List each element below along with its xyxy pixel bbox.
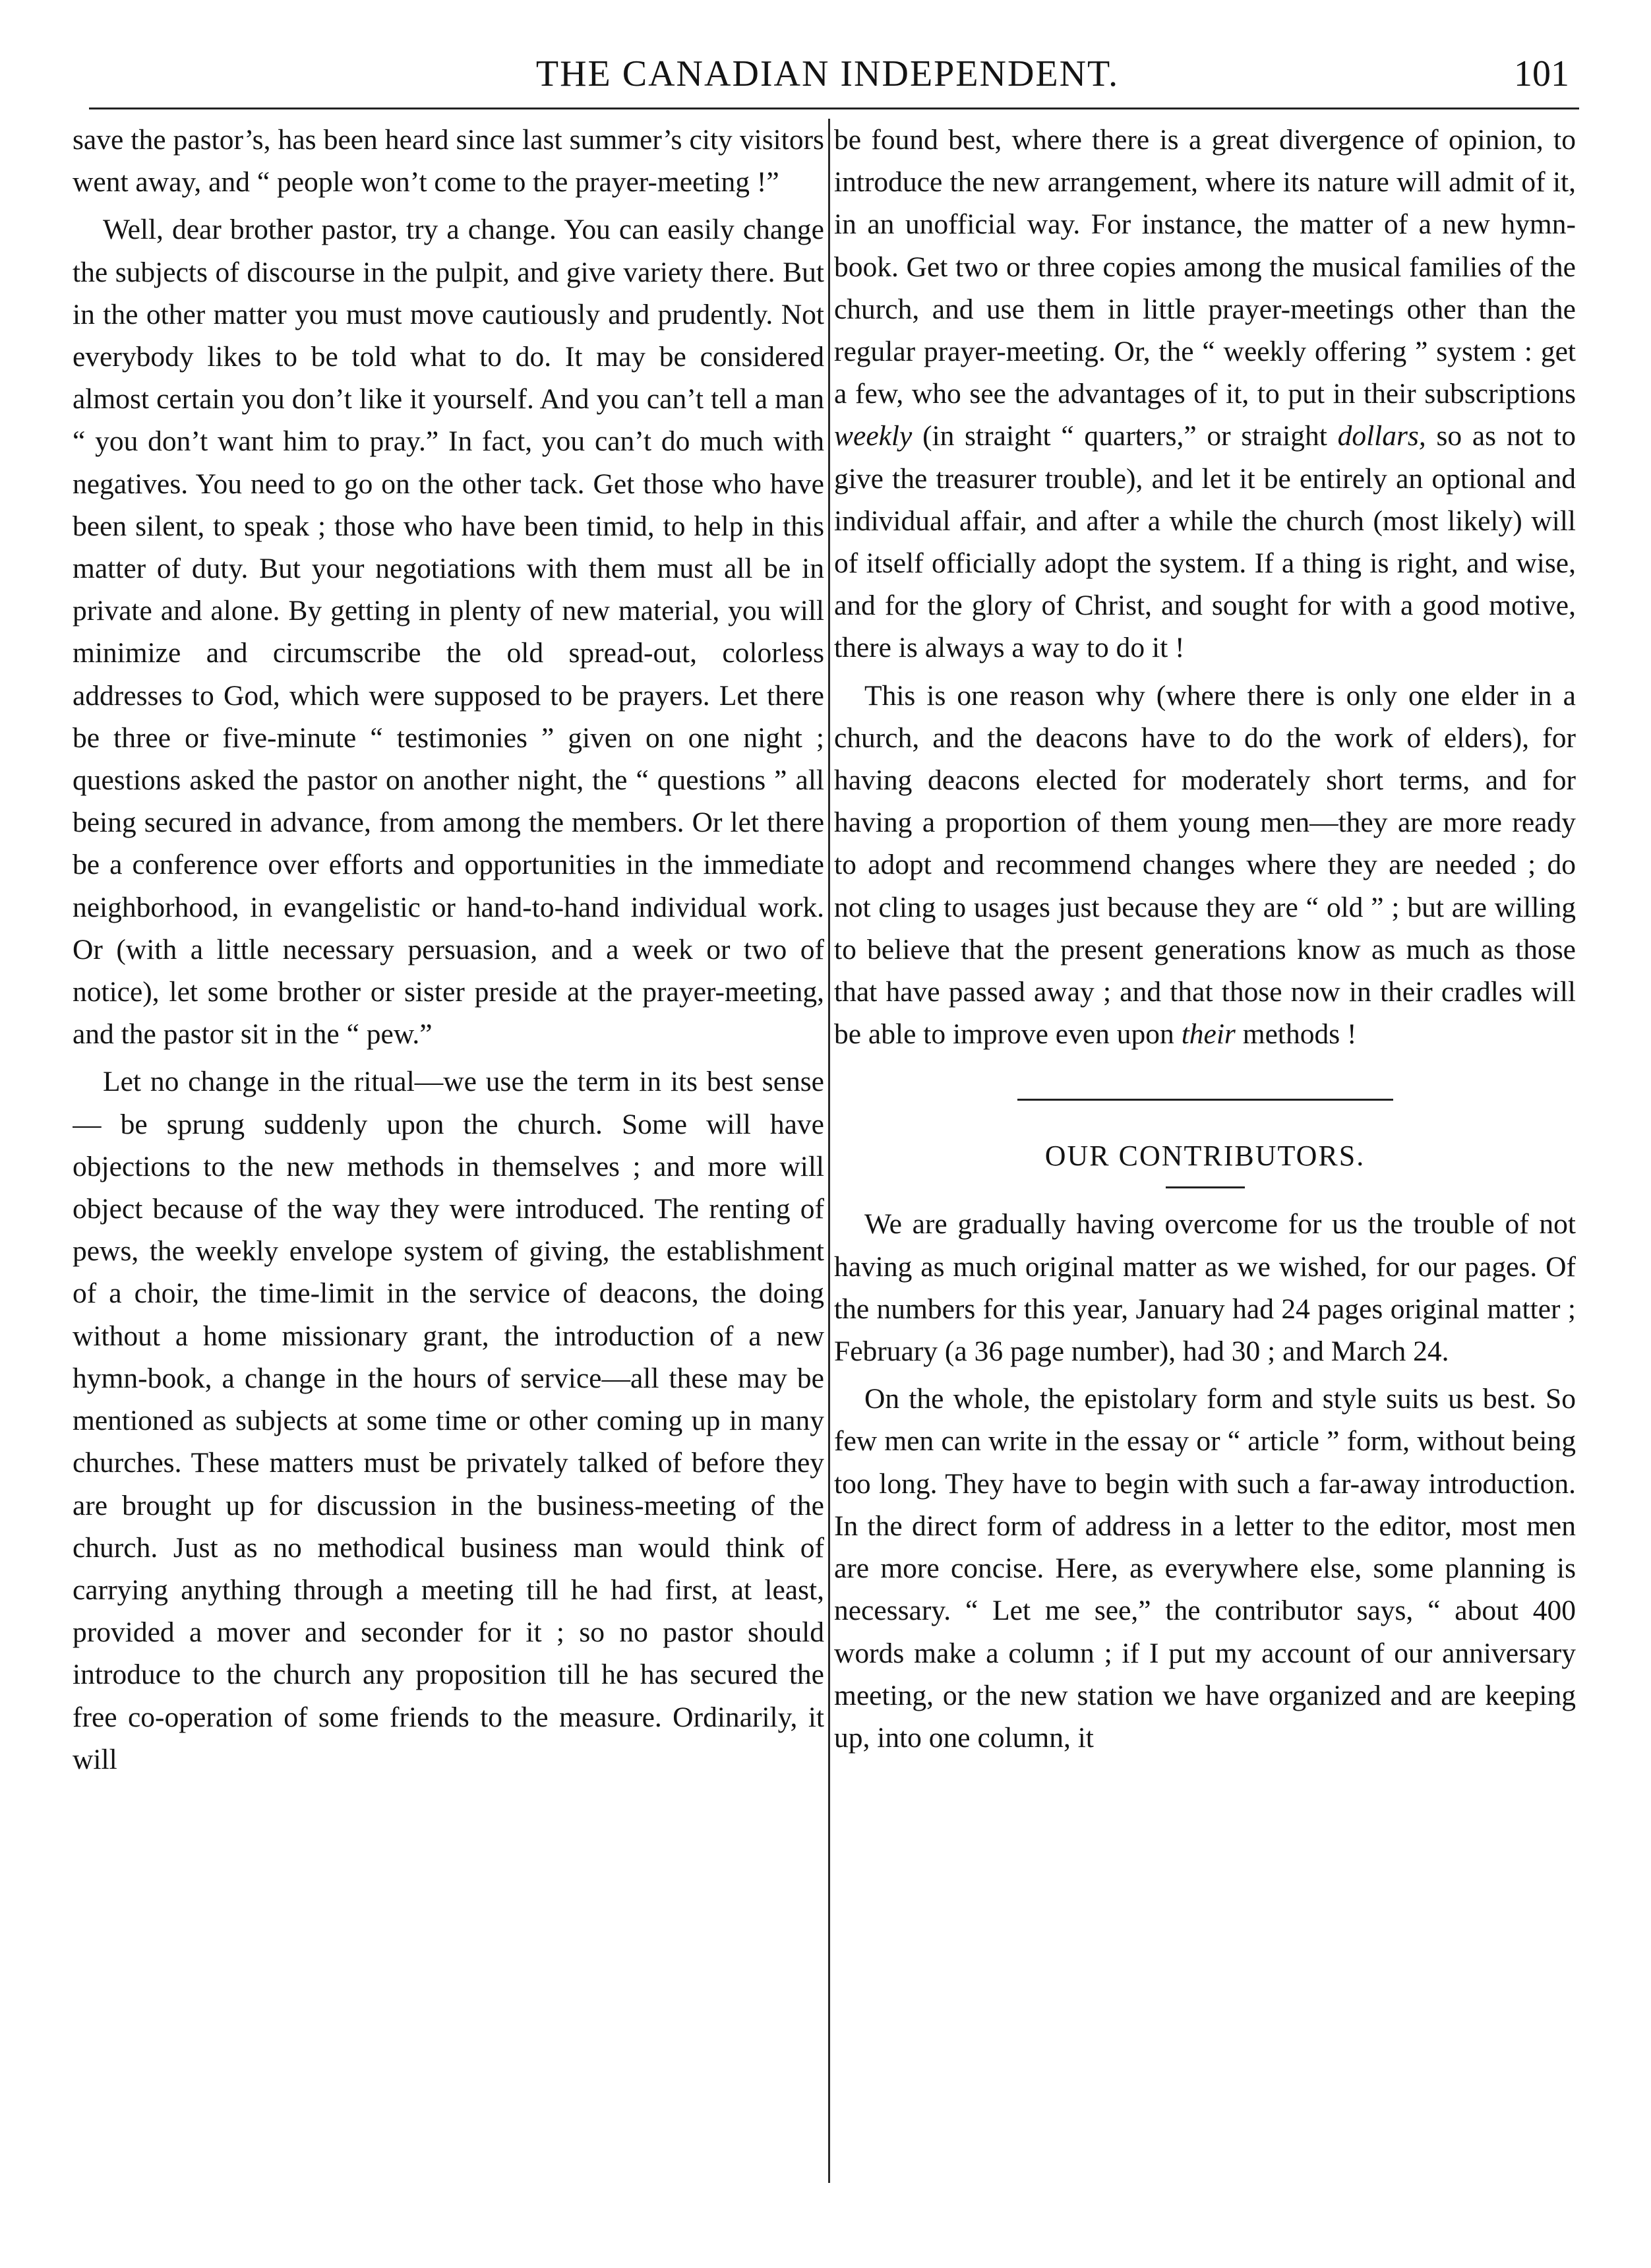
right-paragraph-1-part-b: (in straight “ quarters,” or straight — [922, 420, 1327, 452]
section-heading: OUR CONTRIBUTORS. — [1044, 1140, 1366, 1173]
right-paragraph-1-part-a: be found best, where there is a great divergence of opinion, to introduce the new arrangement, where its nature will admit of it, in an unofficial way. For instance, the matter of a new hymn-book. Get two or three copies among the musical families of the church, and use them in little prayer-meetings other than the regular prayer-meeting. Or, the “ weekly offering ” system : get a few, who see the advantages of it, to put in their subscriptions — [834, 124, 1576, 410]
right-paragraph-1 — [834, 119, 1576, 669]
emphasis-dollars: dollars, — [1337, 420, 1426, 452]
right-paragraph-4: On the whole, the epistolary form and style suits us best. So few men can write in the essay or “ article ” form, without being too long. They have to begin with such a far-away introduction. In the direct form of address in a letter to the editor, most men are more concise. Here, as everywhere else, some planning is necessary. “ Let me see,” the contributor says, “ about 400 words make a column ; if I put my account of our anniversary meeting, or the new station we have organized and are keeping up, into one column, it — [834, 1383, 1576, 1754]
journal-title: THE CANADIAN INDEPENDENT. — [535, 53, 1120, 94]
left-column — [73, 119, 824, 2190]
right-paragraph-3: We are gradually having overcome for us the trouble of not having as much original matter as we wished, for our pages. Of the numbers for this year, January had 24 pages original matter ; February (a 36 page number), had 30 ; and March 24. — [834, 1208, 1576, 1368]
right-paragraph-2 — [834, 675, 1576, 1056]
page-number: 101 — [1514, 53, 1569, 94]
header-rule — [89, 107, 1579, 109]
section-heading-rule — [1166, 1186, 1245, 1188]
page-header — [79, 46, 1576, 106]
column-divider — [828, 119, 830, 2183]
right-paragraph-2-part-b: methods ! — [1242, 1018, 1357, 1051]
left-paragraph-1: save the pastor’s, has been heard since last summer’s city visitors went away, and “ people won’t come to the prayer-meeting !” — [73, 124, 824, 199]
right-paragraph-1-part-c: so as not to give the treasurer trouble), and let it be entirely an optional and individual affair, and after a while the church (most likely) will of itself officially adopt the system. If a thing is right, and wise, and for the glory of Christ, and sought for with a good motive, there is always a way to do it ! — [834, 420, 1576, 664]
left-paragraph-3: Let no change in the ritual—we use the term in its best sense — be sprung suddenly upon the church. Some will have objections to the new methods in themselves ; and more will object because of the way they were introduced. The renting of pews, the weekly envelope system of giving, the establishment of a choir, the time-limit in the service of deacons, the doing without a home missionary grant, the introduction of a new hymn-book, a change in the hours of service—all these may be mentioned as subjects at some time or other coming up in many churches. These matters must be privately talked of before they are brought up for discussion in the business-meeting of the church. Just as no methodical business man would think of carrying anything through a meeting till he had first, at least, provided a mover and seconder for it ; so no pastor should introduce to the church any proposition till he has secured the free co-operation of some friends to the measure. Ordinarily, it will — [73, 1066, 824, 1775]
left-paragraph-2: Well, dear brother pastor, try a change. You can easily change the subjects of discourse in the pulpit, and give variety there. But in the other matter you must move cautiously and prudently. Not everybody likes to be told what to do. It may be considered almost certain you don’t like it yourself. And you can’t tell a man “ you don’t want him to pray.” In fact, you can’t do much with negatives. You need to go on the other tack. Get those who have been silent, to speak ; those who have been timid, to help in this matter of duty. But your negotiations with them must all be in private and alone. By getting in plenty of new material, you will minimize and circumscribe the old spread-out, colorless addresses to God, which were supposed to be prayers. Let there be three or five-minute “ testimonies ” given on one night ; questions asked the pastor on another night, the “ questions ” all being secured in advance, from among the members. Or let there be a conference over efforts and opportunities in the immediate neighborhood, in evangelistic or hand-to-hand individual work. Or (with a little necessary persuasion, and a week or two of notice), let some brother or sister preside at the prayer-meeting, and the pastor sit in the “ pew.” — [73, 214, 824, 1051]
section-separator-rule — [1017, 1099, 1393, 1101]
emphasis-their: their — [1181, 1018, 1236, 1051]
emphasis-weekly: weekly — [834, 420, 913, 452]
right-column — [834, 119, 1576, 2190]
right-paragraph-2-part-a: This is one reason why (where there is only one elder in a church, and the deacons have to do the work of elders), for having deacons elected for moderately short terms, and for having a proportion of them young men—they are more ready to adopt and recommend changes where they are needed ; do not cling to usages just because they are “ old ” ; but are willing to believe that the present generations know as much as those that have passed away ; and that those now in their cradles will be able to improve even upon — [834, 679, 1576, 1051]
